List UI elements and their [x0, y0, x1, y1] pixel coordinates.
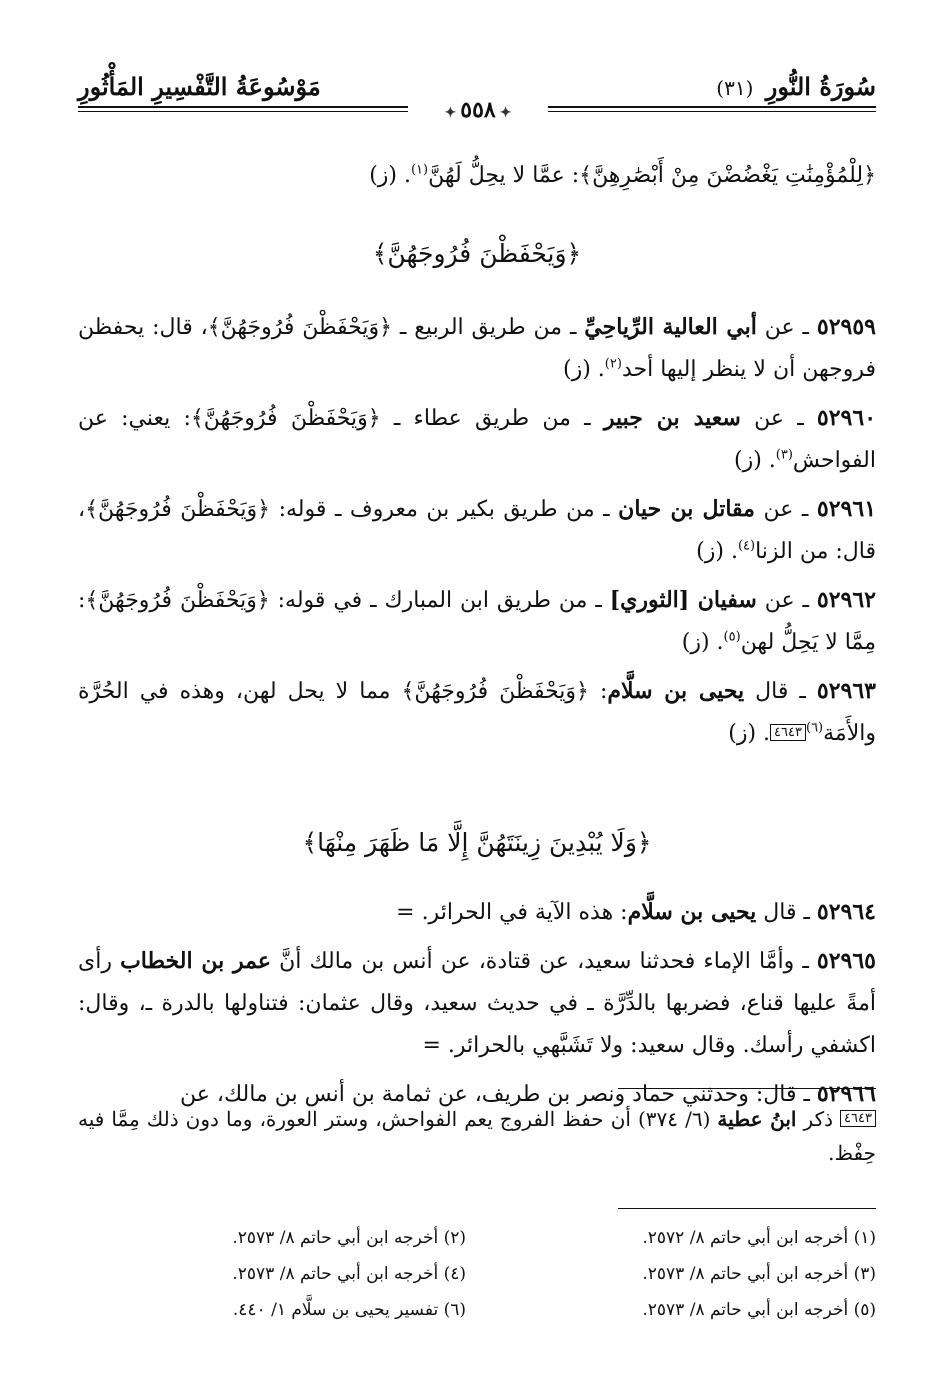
- entry-prefix: ـ عن: [754, 497, 817, 522]
- ayah-heading: ﴿وَلَا يُبْدِينَ زِينَتَهُنَّ إِلَّا مَا ظَهَرَ مِنْهَا﴾: [302, 828, 652, 857]
- footnote-ref: (٢): [604, 356, 622, 372]
- source-tag: . (ز): [696, 539, 738, 564]
- ayah-fragment: ﴿لِلْمُؤْمِنَٰتِ يَغْضُضْنَ مِنْ أَبْصَٰرِهِنَّ﴾: [579, 163, 876, 188]
- ornament-icon: ✦: [499, 105, 512, 121]
- entry-text: : هذه الآية في الحرائر. =: [396, 900, 628, 925]
- entry-prefix: ـ عن: [740, 406, 817, 431]
- entry-prefix: ـ عن: [756, 315, 817, 340]
- footnote: (٢) أخرجه ابن أبي حاتم ٨/ ٢٥٧٣.: [232, 1228, 466, 1248]
- entry-text: : ﴿وَيَحْفَظْنَ فُرُوجَهُنَّ﴾ مما لا يحل لهن، وهذه في الحُرَّة والأَمَة: [78, 679, 876, 746]
- entry-number: ٥٢٩٦٢: [816, 587, 876, 613]
- scholar-name: ابنُ عطية: [717, 1107, 797, 1131]
- note-prefix: ذكر: [796, 1107, 841, 1131]
- narrator-name: أبي العالية الرِّياحِيِّ: [584, 314, 757, 340]
- entry-text: ـ من طريق ابن المبارك ـ في قوله: ﴿وَيَحْفَظْنَ فُرُوجَهُنَّ﴾: مِمَّا لا يَحِلُّ لهن: [78, 588, 876, 655]
- narration-entry: [78, 940, 876, 1067]
- cross-ref-box: ٤٦٤٣: [840, 1110, 876, 1127]
- narration-entry: [78, 579, 876, 664]
- entry-number: ٥٢٩٦٣: [816, 678, 876, 704]
- narrator-name: يحيى بن سلَّام: [627, 899, 757, 925]
- cross-ref-box: ٤٦٤٣: [770, 724, 806, 741]
- narration-entry: [78, 488, 876, 573]
- page-number-text: ٥٥٨: [460, 97, 496, 123]
- entry-number: ٥٢٩٦٥: [816, 948, 876, 974]
- entry-prefix: ـ قال: [756, 900, 817, 925]
- entry-number: ٥٢٩٦٠: [816, 405, 877, 431]
- entry-text: رأى أمةً عليها قناع، فضربها بالدِّرَّة ـ في حديث سعيد، وقال عثمان: فتناولها بالدرة ـ، وقال: اكشفي رأسك. وقال سعيد: ولا تَشَبَّهي بالحرائر. =: [78, 949, 876, 1058]
- narration-entry: [78, 397, 876, 482]
- footnotes-right-column: [496, 1220, 876, 1328]
- footnote-ref: (٣): [775, 447, 793, 463]
- footnote-ref: (٥): [723, 629, 741, 645]
- entry-number: ٥٢٩٦٦: [816, 1081, 876, 1107]
- footnote: (٥) أخرجه ابن أبي حاتم ٨/ ٢٥٧٣.: [642, 1300, 876, 1320]
- ornament-icon: ✦: [444, 105, 457, 121]
- footnote-ref: (٦): [805, 720, 824, 736]
- source-tag: . (ز): [734, 448, 776, 473]
- entry-prefix: ـ قال: [744, 679, 817, 704]
- footnote: (٣) أخرجه ابن أبي حاتم ٨/ ٢٥٧٣.: [642, 1264, 876, 1284]
- footnote: (٤) أخرجه ابن أبي حاتم ٨/ ٢٥٧٣.: [232, 1264, 466, 1284]
- footnote-ref: (١): [410, 162, 429, 178]
- entry-number: ٥٢٩٦٤: [816, 899, 876, 925]
- narration-entry: [78, 891, 876, 934]
- source-tag: . (ز): [728, 721, 771, 746]
- page-number: [408, 96, 548, 127]
- note-text: (٦/ ٣٧٤) أن حفظ الفروج يعم الفواحش، وستر العورة، وما دون ذلك مِمَّا فيه حِفْظ.: [78, 1107, 876, 1165]
- page-header: [78, 62, 876, 126]
- commentary-note: [78, 1102, 876, 1170]
- narrator-name: يحيى بن سلَّام: [607, 678, 745, 704]
- entry-prefix: ـ عن: [756, 588, 817, 613]
- narrator-name: سعيد بن جبير: [603, 405, 741, 431]
- narrator-name: مقاتل بن حيان: [618, 496, 755, 522]
- footnote-ref: (٤): [737, 538, 756, 554]
- entry-text: ـ من طريق الربيع ـ ﴿وَيَحْفَظْنَ فُرُوجَهُنَّ﴾، قال: يحفظن فروجهن أن لا ينظر إليها أحد: [78, 315, 876, 382]
- entry-prefix: ـ وأمَّا الإماء فحدثنا سعيد، عن قتادة، عن أنس بن مالك أنَّ: [270, 949, 817, 974]
- footnote: (٦) تفسير يحيى بن سلَّام ١/ ٤٤٠.: [232, 1300, 466, 1320]
- source-tag: . (ز): [681, 630, 724, 655]
- surah-number: (٣١): [716, 76, 754, 100]
- book-title: مَوْسُوعَةُ التَّفْسِيرِ المَأْثُورِ: [78, 72, 321, 101]
- entry-prefix: ـ قال: وحدثني حماد ونصر بن طريف، عن ثمامة بن أنس بن مالك، عن: [180, 1082, 817, 1107]
- footnote: (١) أخرجه ابن أبي حاتم ٨/ ٢٥٧٢.: [642, 1228, 876, 1248]
- note-rule: [618, 1088, 876, 1089]
- intro-line: [78, 156, 876, 196]
- narrator-name: عمر بن الخطاب: [120, 948, 271, 974]
- ayah-heading: ﴿وَيَحْفَظْنَ فُرُوجَهُنَّ﴾: [372, 239, 582, 268]
- entry-text: ـ من طريق عطاء ـ ﴿وَيَحْفَظْنَ فُرُوجَهُنَّ﴾: يعني: عن الفواحش: [78, 406, 876, 473]
- footnote-rule: [618, 1208, 876, 1209]
- narrator-name: سفيان [الثوري]: [609, 587, 757, 613]
- book-page: [78, 62, 876, 1362]
- entry-number: ٥٢٩٦١: [816, 496, 877, 522]
- footnotes-left-column: [86, 1220, 466, 1328]
- entry-number: ٥٢٩٥٩: [816, 314, 876, 340]
- narration-entry: [78, 670, 876, 755]
- source-tag: . (ز): [369, 163, 411, 188]
- surah-name: سُورَةُ النُّورِ: [765, 72, 876, 101]
- surah-title: [716, 72, 876, 101]
- entry-text: ـ من طريق بكير بن معروف ـ قوله: ﴿وَيَحْفَظْنَ فُرُوجَهُنَّ﴾، قال: من الزنا: [78, 497, 876, 564]
- narration-entry: [78, 306, 876, 391]
- source-tag: . (ز): [563, 357, 605, 382]
- intro-text: : عمَّا لا يحِلُّ لَهُنَّ: [428, 163, 580, 188]
